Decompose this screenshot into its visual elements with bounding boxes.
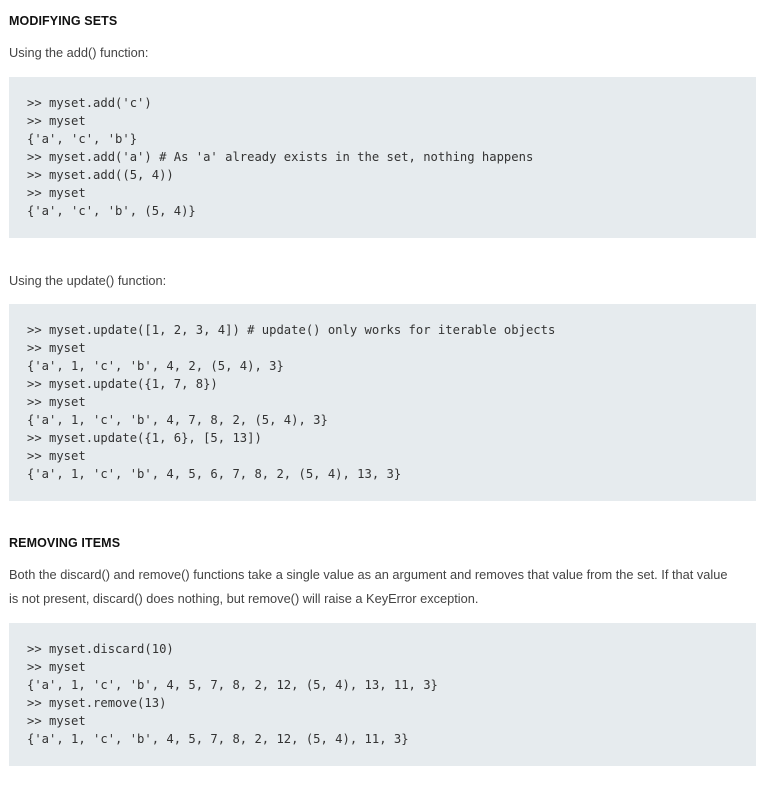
code-line: >> myset.remove(13) — [27, 696, 167, 710]
removing-intro-line-2: is not present, discard() does nothing, but remove() will raise a KeyError exception. — [9, 591, 479, 606]
code-line: >> myset — [27, 341, 86, 355]
code-line: {'a', 1, 'c', 'b', 4, 5, 7, 8, 2, 12, (5, 4), 13, 11, 3} — [27, 678, 438, 692]
add-function-intro: Using the add() function: — [9, 45, 149, 60]
code-line: >> myset — [27, 395, 86, 409]
code-line: >> myset.update({1, 6}, [5, 13]) — [27, 431, 262, 445]
code-line: {'a', 1, 'c', 'b', 4, 2, (5, 4), 3} — [27, 359, 284, 373]
code-line: >> myset — [27, 714, 86, 728]
code-line: >> myset.update({1, 7, 8}) — [27, 377, 218, 391]
code-block-update — [9, 304, 756, 501]
code-line: {'a', 1, 'c', 'b', 4, 5, 6, 7, 8, 2, (5, 4), 13, 3} — [27, 467, 402, 481]
code-line: >> myset.add('a') # As 'a' already exists in the set, nothing happens — [27, 150, 534, 164]
code-line: >> myset.update([1, 2, 3, 4]) # update() only works for iterable objects — [27, 323, 556, 337]
code-block-add — [9, 77, 756, 238]
code-line: {'a', 'c', 'b', (5, 4)} — [27, 204, 196, 218]
code-line: {'a', 1, 'c', 'b', 4, 5, 7, 8, 2, 12, (5, 4), 11, 3} — [27, 732, 409, 746]
code-line: >> myset.discard(10) — [27, 642, 174, 656]
section-heading-removing-items: REMOVING ITEMS — [9, 536, 121, 550]
code-line: >> myset.add((5, 4)) — [27, 168, 174, 182]
removing-intro-line-1: Both the discard() and remove() functions take a single value as an argument and removes that value from the set. If that value — [9, 567, 728, 582]
code-line: >> myset — [27, 114, 86, 128]
code-line: >> myset.add('c') — [27, 96, 152, 110]
code-line: >> myset — [27, 186, 86, 200]
code-block-remove — [9, 623, 756, 766]
code-line: {'a', 1, 'c', 'b', 4, 7, 8, 2, (5, 4), 3} — [27, 413, 328, 427]
code-line: >> myset — [27, 449, 86, 463]
code-line: >> myset — [27, 660, 86, 674]
section-heading-modifying-sets: MODIFYING SETS — [9, 14, 118, 28]
code-line: {'a', 'c', 'b'} — [27, 132, 138, 146]
update-function-intro: Using the update() function: — [9, 273, 167, 288]
